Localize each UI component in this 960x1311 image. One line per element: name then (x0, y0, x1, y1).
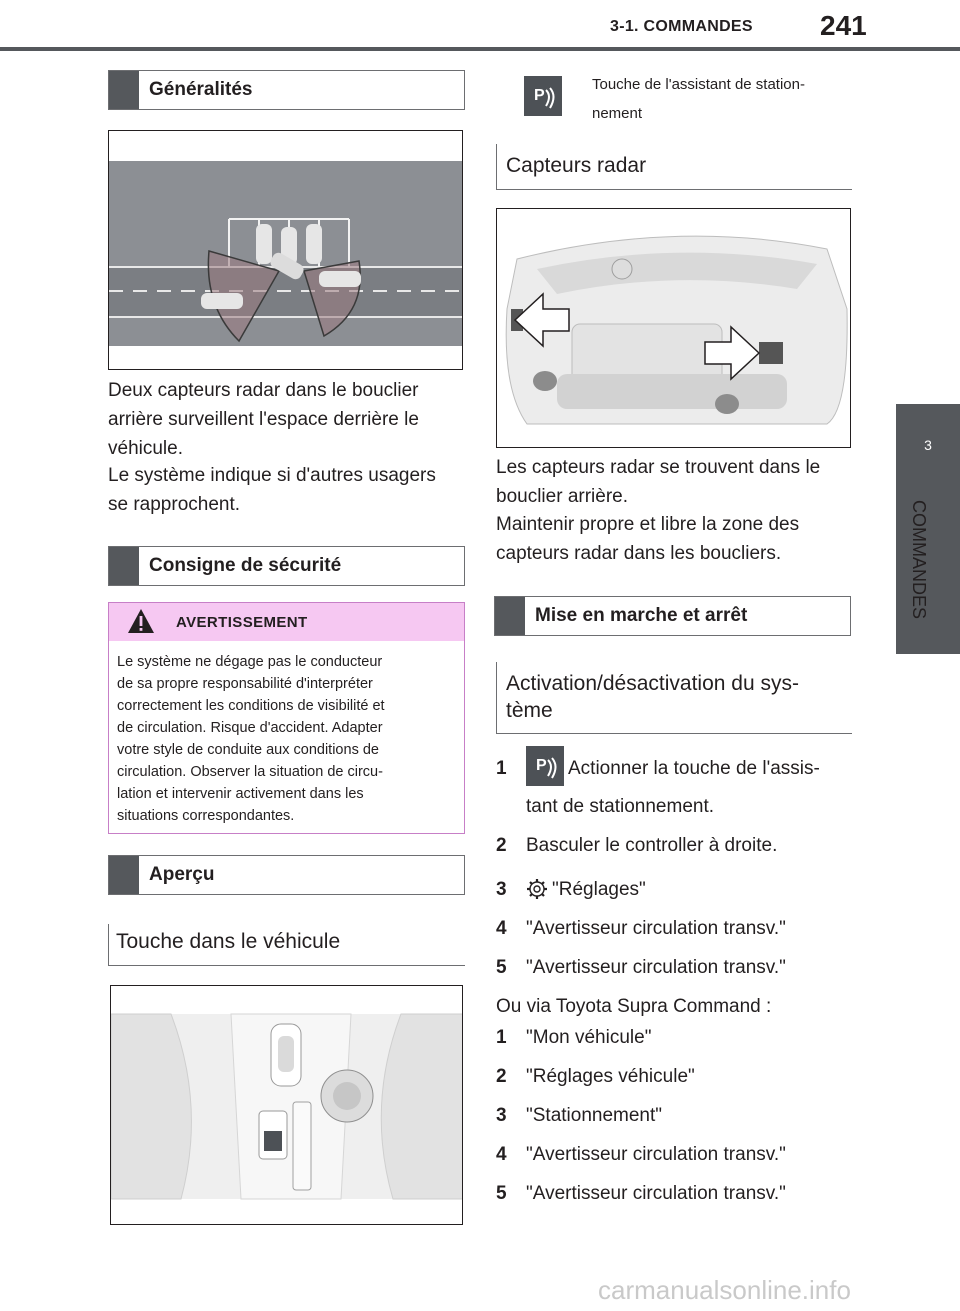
subheading-activation (506, 670, 799, 724)
chapter-label: COMMANDES (909, 500, 929, 620)
figure-rear-bumper (496, 208, 851, 448)
subheading-capteurs: Capteurs radar (506, 154, 647, 177)
step-text: "Mon véhicule" (526, 1027, 652, 1048)
figure-center-console (110, 985, 463, 1225)
paragraph-capteurs-1 (496, 453, 856, 511)
warning-line: circulation. Observer la situation de circu- (117, 764, 383, 780)
step-text: "Avertisseur circulation transv." (526, 957, 786, 978)
parking-assist-icon (524, 76, 562, 116)
step-text: "Réglages" (552, 879, 646, 900)
step-number: 5 (496, 957, 507, 978)
step-text: "Réglages véhicule" (526, 1066, 695, 1087)
or-via-text: Ou via Toyota Supra Command : (496, 996, 772, 1017)
text-line: Activation/désactivation du sys- (506, 672, 799, 695)
step-number: 4 (496, 1144, 507, 1165)
button-caption (592, 70, 805, 128)
subheading-rule (108, 965, 465, 966)
warning-header (109, 603, 464, 641)
warning-line: correctement les conditions de visibilité et (117, 698, 385, 714)
section-apercu-title: Aperçu (149, 864, 215, 885)
page-number: 241 (820, 10, 867, 41)
header-rule (0, 47, 960, 51)
text-line: capteurs radar dans les boucliers. (496, 543, 782, 564)
subheading-rule-left (496, 144, 497, 190)
caption-line: nement (592, 105, 643, 122)
figure-parking-radar (108, 130, 463, 370)
step-number: 3 (496, 1105, 507, 1126)
subheading-rule-left (108, 924, 109, 966)
section-generalites-title: Généralités (149, 79, 253, 100)
step-text: "Avertisseur circulation transv." (526, 1144, 786, 1165)
section-apercu (108, 855, 465, 895)
text-line: se rapprochent. (108, 494, 241, 515)
step-number: 2 (496, 1066, 507, 1087)
step-text: "Stationnement" (526, 1105, 663, 1126)
subheading-rule (496, 733, 852, 734)
step-text: "Avertisseur circulation transv." (526, 1183, 786, 1204)
step-number: 1 (496, 758, 507, 779)
subheading-rule-left (496, 662, 497, 734)
step-number: 5 (496, 1183, 507, 1204)
section-generalites (108, 70, 465, 110)
warning-line: de sa propre responsabilité d'interpréter (117, 676, 373, 692)
warning-line: votre style de conduite aux conditions de (117, 742, 379, 758)
step-number: 1 (496, 1027, 507, 1048)
warning-triangle-icon (127, 608, 155, 634)
text-line: bouclier arrière. (496, 486, 628, 507)
text-line: tème (506, 699, 553, 722)
center-console-illustration (111, 986, 463, 1225)
caption-line: Touche de l'assistant de station- (592, 76, 805, 93)
rear-bumper-illustration (497, 209, 851, 448)
warning-line: situations correspondantes. (117, 808, 295, 824)
subheading-touche: Touche dans le véhicule (116, 930, 341, 953)
paragraph-generalites-2 (108, 461, 468, 519)
section-mise-en-marche-title: Mise en marche et arrêt (535, 605, 748, 626)
subheading-rule (496, 189, 852, 190)
text-line: véhicule. (108, 438, 183, 459)
parking-radar-illustration (109, 131, 463, 370)
text-line: arrière surveillent l'espace derrière le (108, 409, 419, 430)
paragraph-capteurs-2 (496, 510, 856, 568)
section-consigne (108, 546, 465, 586)
section-consigne-title: Consigne de sécurité (149, 555, 342, 576)
chapter-label-wrap (905, 500, 935, 630)
warning-line: Le système ne dégage pas le conducteur (117, 654, 383, 670)
step-number: 3 (496, 879, 507, 900)
text-line: Deux capteurs radar dans le bouclier (108, 380, 419, 401)
warning-text (117, 651, 457, 827)
warning-line: de circulation. Risque d'accident. Adapter (117, 720, 383, 736)
step-number: 2 (496, 835, 507, 856)
paragraph-generalites-1 (108, 376, 468, 463)
gear-icon (526, 878, 548, 900)
step-text: Actionner la touche de l'assis- (568, 758, 820, 779)
text-line: Le système indique si d'autres usagers (108, 465, 436, 486)
warning-box (108, 602, 465, 834)
step-text-cont: tant de stationnement. (526, 796, 715, 817)
watermark: carmanualsonline.info (598, 1275, 851, 1305)
svg-text:P: P (534, 87, 545, 104)
parking-assist-icon (526, 746, 564, 786)
svg-text:P: P (536, 757, 547, 774)
section-title: 3-1. COMMANDES (610, 18, 753, 35)
text-line: Maintenir propre et libre la zone des (496, 514, 800, 535)
text-line: Les capteurs radar se trouvent dans le (496, 457, 821, 478)
step-number: 4 (496, 918, 507, 939)
warning-line: lation et intervenir activement dans les (117, 786, 364, 802)
step-text: "Avertisseur circulation transv." (526, 918, 786, 939)
chapter-number: 3 (924, 437, 932, 453)
section-mise-en-marche (494, 596, 851, 636)
step-text: Basculer le controller à droite. (526, 835, 778, 856)
parking-assist-button-inline (526, 746, 564, 786)
warning-title: AVERTISSEMENT (176, 614, 308, 631)
parking-assist-button-icon (524, 76, 562, 116)
